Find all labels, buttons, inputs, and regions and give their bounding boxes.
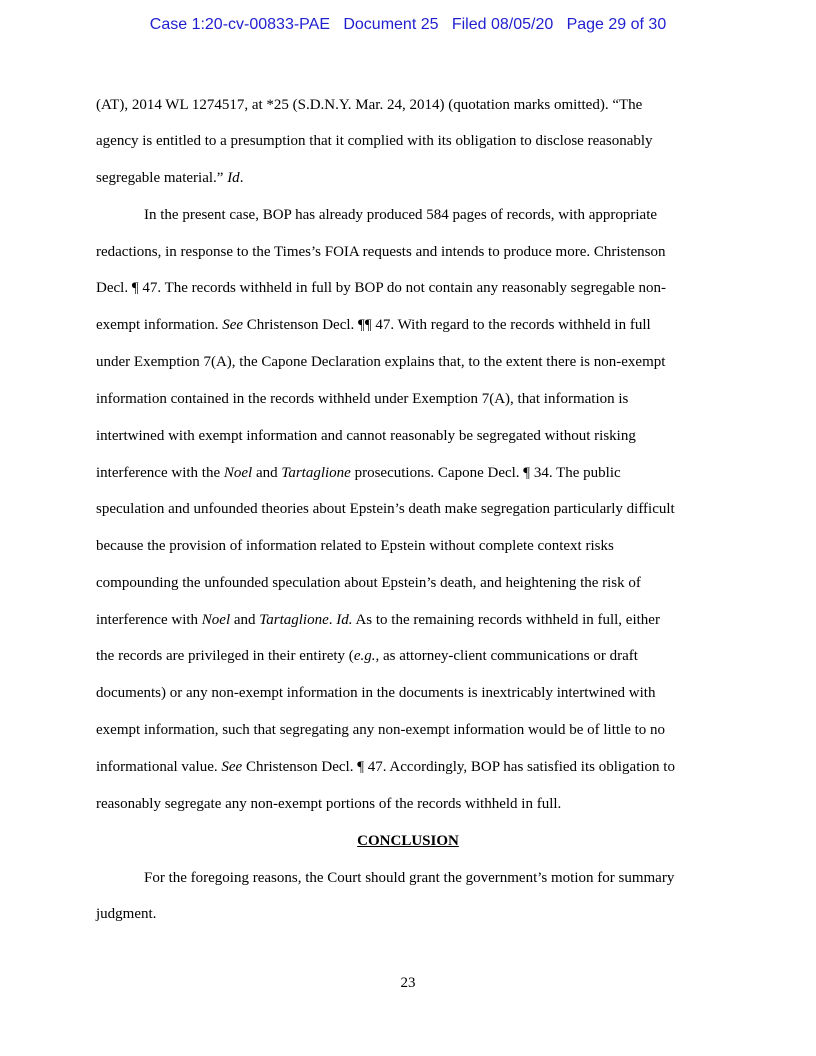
text-line: intertwined with exempt information and cannot reasonably be segregated without risking <box>96 428 636 444</box>
case-name-tartaglione: Tartaglione <box>281 465 351 481</box>
text-line: For the foregoing reasons, the Court should grant the government’s motion for summary <box>144 870 675 886</box>
case-header: Case 1:20-cv-00833-PAE Document 25 Filed 08/05/20 Page 29 of 30 <box>149 16 667 33</box>
signal-eg: e.g. <box>353 648 376 664</box>
text-fragment: interference with <box>96 612 199 628</box>
text-line: documents) or any non-exempt information in the documents is inextricably intertwined with <box>96 685 656 701</box>
text-line: (AT), 2014 WL 1274517, at *25 (S.D.N.Y. Mar. 24, 2014) (quotation marks omitted). “The <box>96 97 643 113</box>
text-fragment: prosecutions. Capone Decl. ¶ 34. The public <box>354 465 621 481</box>
text-line: compounding the unfounded speculation about Epstein’s death, and heightening the risk of <box>96 575 641 591</box>
text-fragment: exempt information. <box>96 317 219 333</box>
text-fragment: . <box>239 170 244 186</box>
text-line <box>96 316 726 334</box>
case-name-noel: Noel <box>201 612 231 628</box>
text-fragment: the records are privileged in their entirety ( <box>96 648 354 664</box>
text-line: judgment. <box>96 906 157 922</box>
text-line: redactions, in response to the Times’s FOIA requests and intends to produce more. Christenson <box>96 244 666 260</box>
section-heading: CONCLUSION <box>357 833 459 849</box>
citation-id: Id <box>227 170 240 186</box>
text-fragment: and <box>255 465 278 481</box>
text-line: because the provision of information related to Epstein without complete context risks <box>96 538 614 554</box>
text-line: Decl. ¶ 47. The records withheld in full by BOP do not contain any reasonably segregable non- <box>96 280 666 296</box>
text-line: agency is entitled to a presumption that it complied with its obligation to disclose reasonably <box>96 133 653 149</box>
text-line <box>96 647 726 665</box>
text-fragment: Christenson Decl. ¶ 47. Accordingly, BOP has satisfied its obligation to <box>245 759 675 775</box>
text-line: under Exemption 7(A), the Capone Declaration explains that, to the extent there is non-exempt <box>96 354 666 370</box>
text-line <box>96 611 726 629</box>
case-name-tartaglione: Tartaglione <box>259 612 329 628</box>
text-line: speculation and unfounded theories about Epstein’s death make segregation particularly difficult <box>96 501 675 517</box>
text-line: information contained in the records withheld under Exemption 7(A), that information is <box>96 391 629 407</box>
text-fragment: and <box>233 612 256 628</box>
text-line <box>96 169 726 187</box>
text-line: In the present case, BOP has already produced 584 pages of records, with appropriate <box>144 207 658 223</box>
page-number: 23 <box>400 975 416 991</box>
text-line <box>96 758 726 776</box>
case-name-noel: Noel <box>223 465 253 481</box>
text-fragment: informational value. <box>96 759 218 775</box>
signal-see: See <box>222 317 244 333</box>
citation-id: Id. <box>336 612 353 628</box>
text-fragment: segregable material.” <box>96 170 224 186</box>
text-fragment: Christenson Decl. ¶¶ 47. With regard to the records withheld in full <box>246 317 651 333</box>
signal-see: See <box>221 759 243 775</box>
text-line: exempt information, such that segregating any non-exempt information would be of little to no <box>96 722 666 738</box>
text-line: reasonably segregate any non-exempt portions of the records withheld in full. <box>96 796 562 812</box>
text-fragment: , as attorney-client communications or draft <box>375 648 638 664</box>
text-line <box>96 464 726 482</box>
text-fragment: interference with the <box>96 465 221 481</box>
text-fragment: As to the remaining records withheld in full, either <box>355 612 660 628</box>
text-fragment: . <box>328 612 333 628</box>
